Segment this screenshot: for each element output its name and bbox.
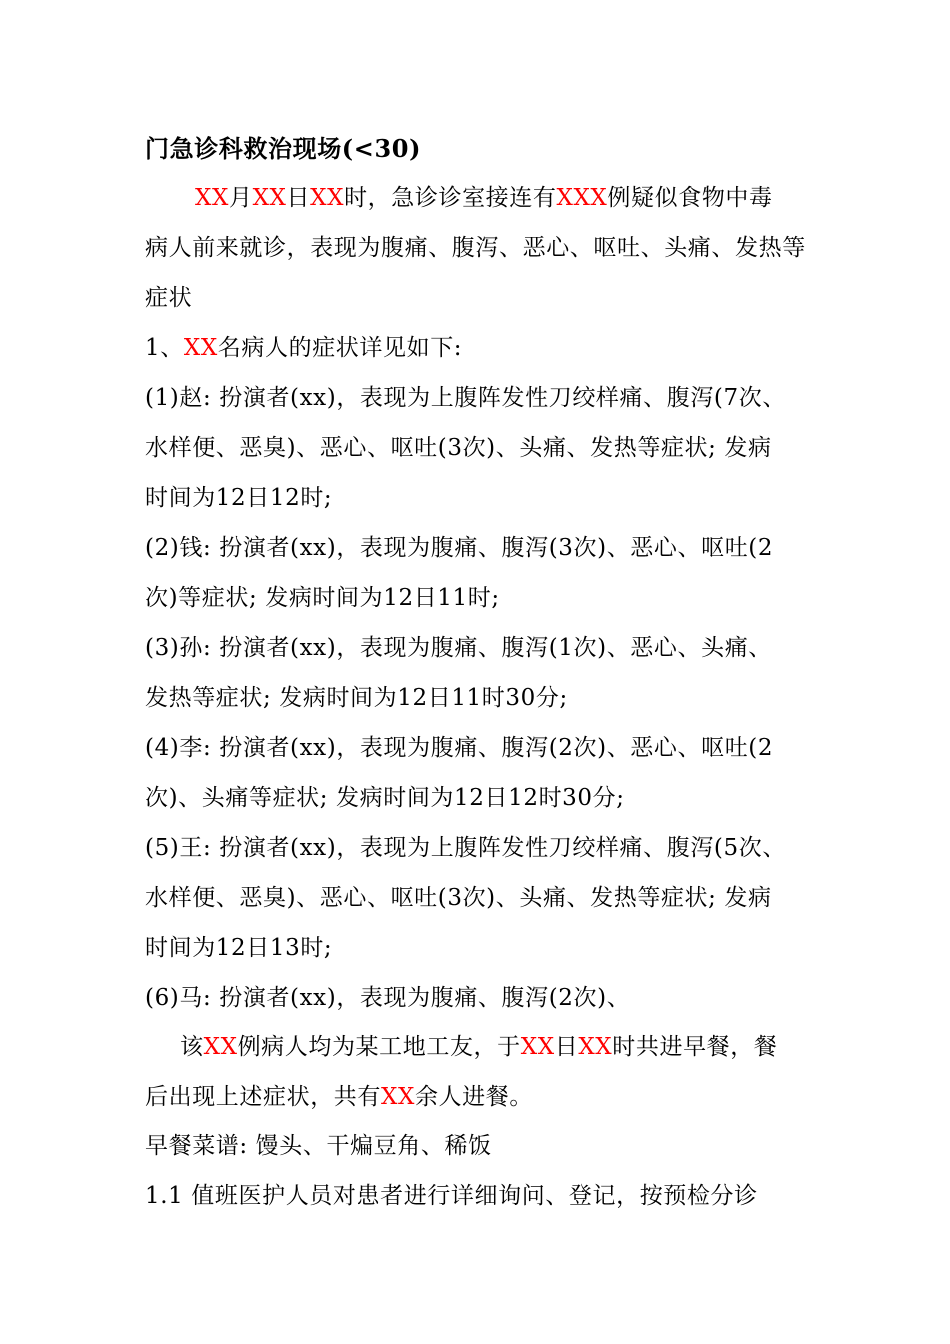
patient-2-line-1: (2)钱: 扮演者(xx)，表现为腹痛、腹泻(3次)、恶心、呕吐(2 [145, 535, 774, 561]
patient-3-line-2: 发热等症状; 发病时间为12日11时30分; [145, 685, 568, 711]
patient-2-line-2: 次)等症状; 发病时间为12日11时; [145, 585, 500, 611]
patient-1-line-2: 水样便、恶臭)、恶心、呕吐(3次)、头痛、发热等症状; 发病 [145, 435, 772, 461]
patient-5-line-3: 时间为12日13时; [145, 935, 333, 961]
placeholder-case-count: XX [203, 1034, 238, 1060]
summary-line-2: 后出现上述症状，共有XX余人进餐。 [145, 1084, 533, 1110]
intro-line-2: 病人前来就诊，表现为腹痛、腹泻、恶心、呕吐、头痛、发热等 [145, 235, 806, 261]
placeholder-count: XXX [556, 185, 608, 211]
patient-4-line-1: (4)李: 扮演者(xx)，表现为腹痛、腹泻(2次)、恶心、呕吐(2 [145, 735, 774, 761]
patient-6-line-1: (6)马: 扮演者(xx)，表现为腹痛、腹泻(2次)、 [145, 985, 631, 1011]
patient-3-line-1: (3)孙: 扮演者(xx)，表现为腹痛、腹泻(1次)、恶心、头痛、 [145, 635, 772, 661]
placeholder-diner-count: XX [381, 1084, 415, 1110]
patient-5-line-2: 水样便、恶臭)、恶心、呕吐(3次)、头痛、发热等症状; 发病 [145, 885, 772, 911]
placeholder-day: XX [252, 185, 287, 211]
step-1-1: 1.1 值班医护人员对患者进行详细询问、登记，按预检分诊 [145, 1183, 758, 1209]
patient-5-line-1: (5)王: 扮演者(xx)，表现为上腹阵发性刀绞样痛、腹泻(5次、 [145, 835, 786, 861]
section-heading: 1、XX名病人的症状详见如下: [145, 335, 463, 361]
patient-1-line-3: 时间为12日12时; [145, 485, 333, 511]
intro-line-3: 症状 [145, 285, 193, 311]
placeholder-patient-count: XX [183, 335, 218, 361]
placeholder-month: XX [195, 185, 229, 211]
document-title: 门急诊科救治现场(<30) [145, 134, 422, 163]
placeholder-hour: XX [310, 185, 345, 211]
patient-1-line-1: (1)赵: 扮演者(xx)，表现为上腹阵发性刀绞样痛、腹泻(7次、 [145, 385, 786, 411]
patient-4-line-2: 次)、头痛等症状; 发病时间为12日12时30分; [145, 785, 625, 811]
breakfast-menu: 早餐菜谱: 馒头、干煸豆角、稀饭 [145, 1133, 492, 1159]
placeholder-meal-hour: XX [578, 1034, 613, 1060]
intro-line-1: XX月XX日XX时，急诊诊室接连有XXX例疑似食物中毒 [195, 185, 773, 211]
placeholder-meal-day: XX [520, 1034, 555, 1060]
summary-line-1: 该XX例病人均为某工地工友，于XX日XX时共进早餐，餐 [180, 1034, 778, 1060]
